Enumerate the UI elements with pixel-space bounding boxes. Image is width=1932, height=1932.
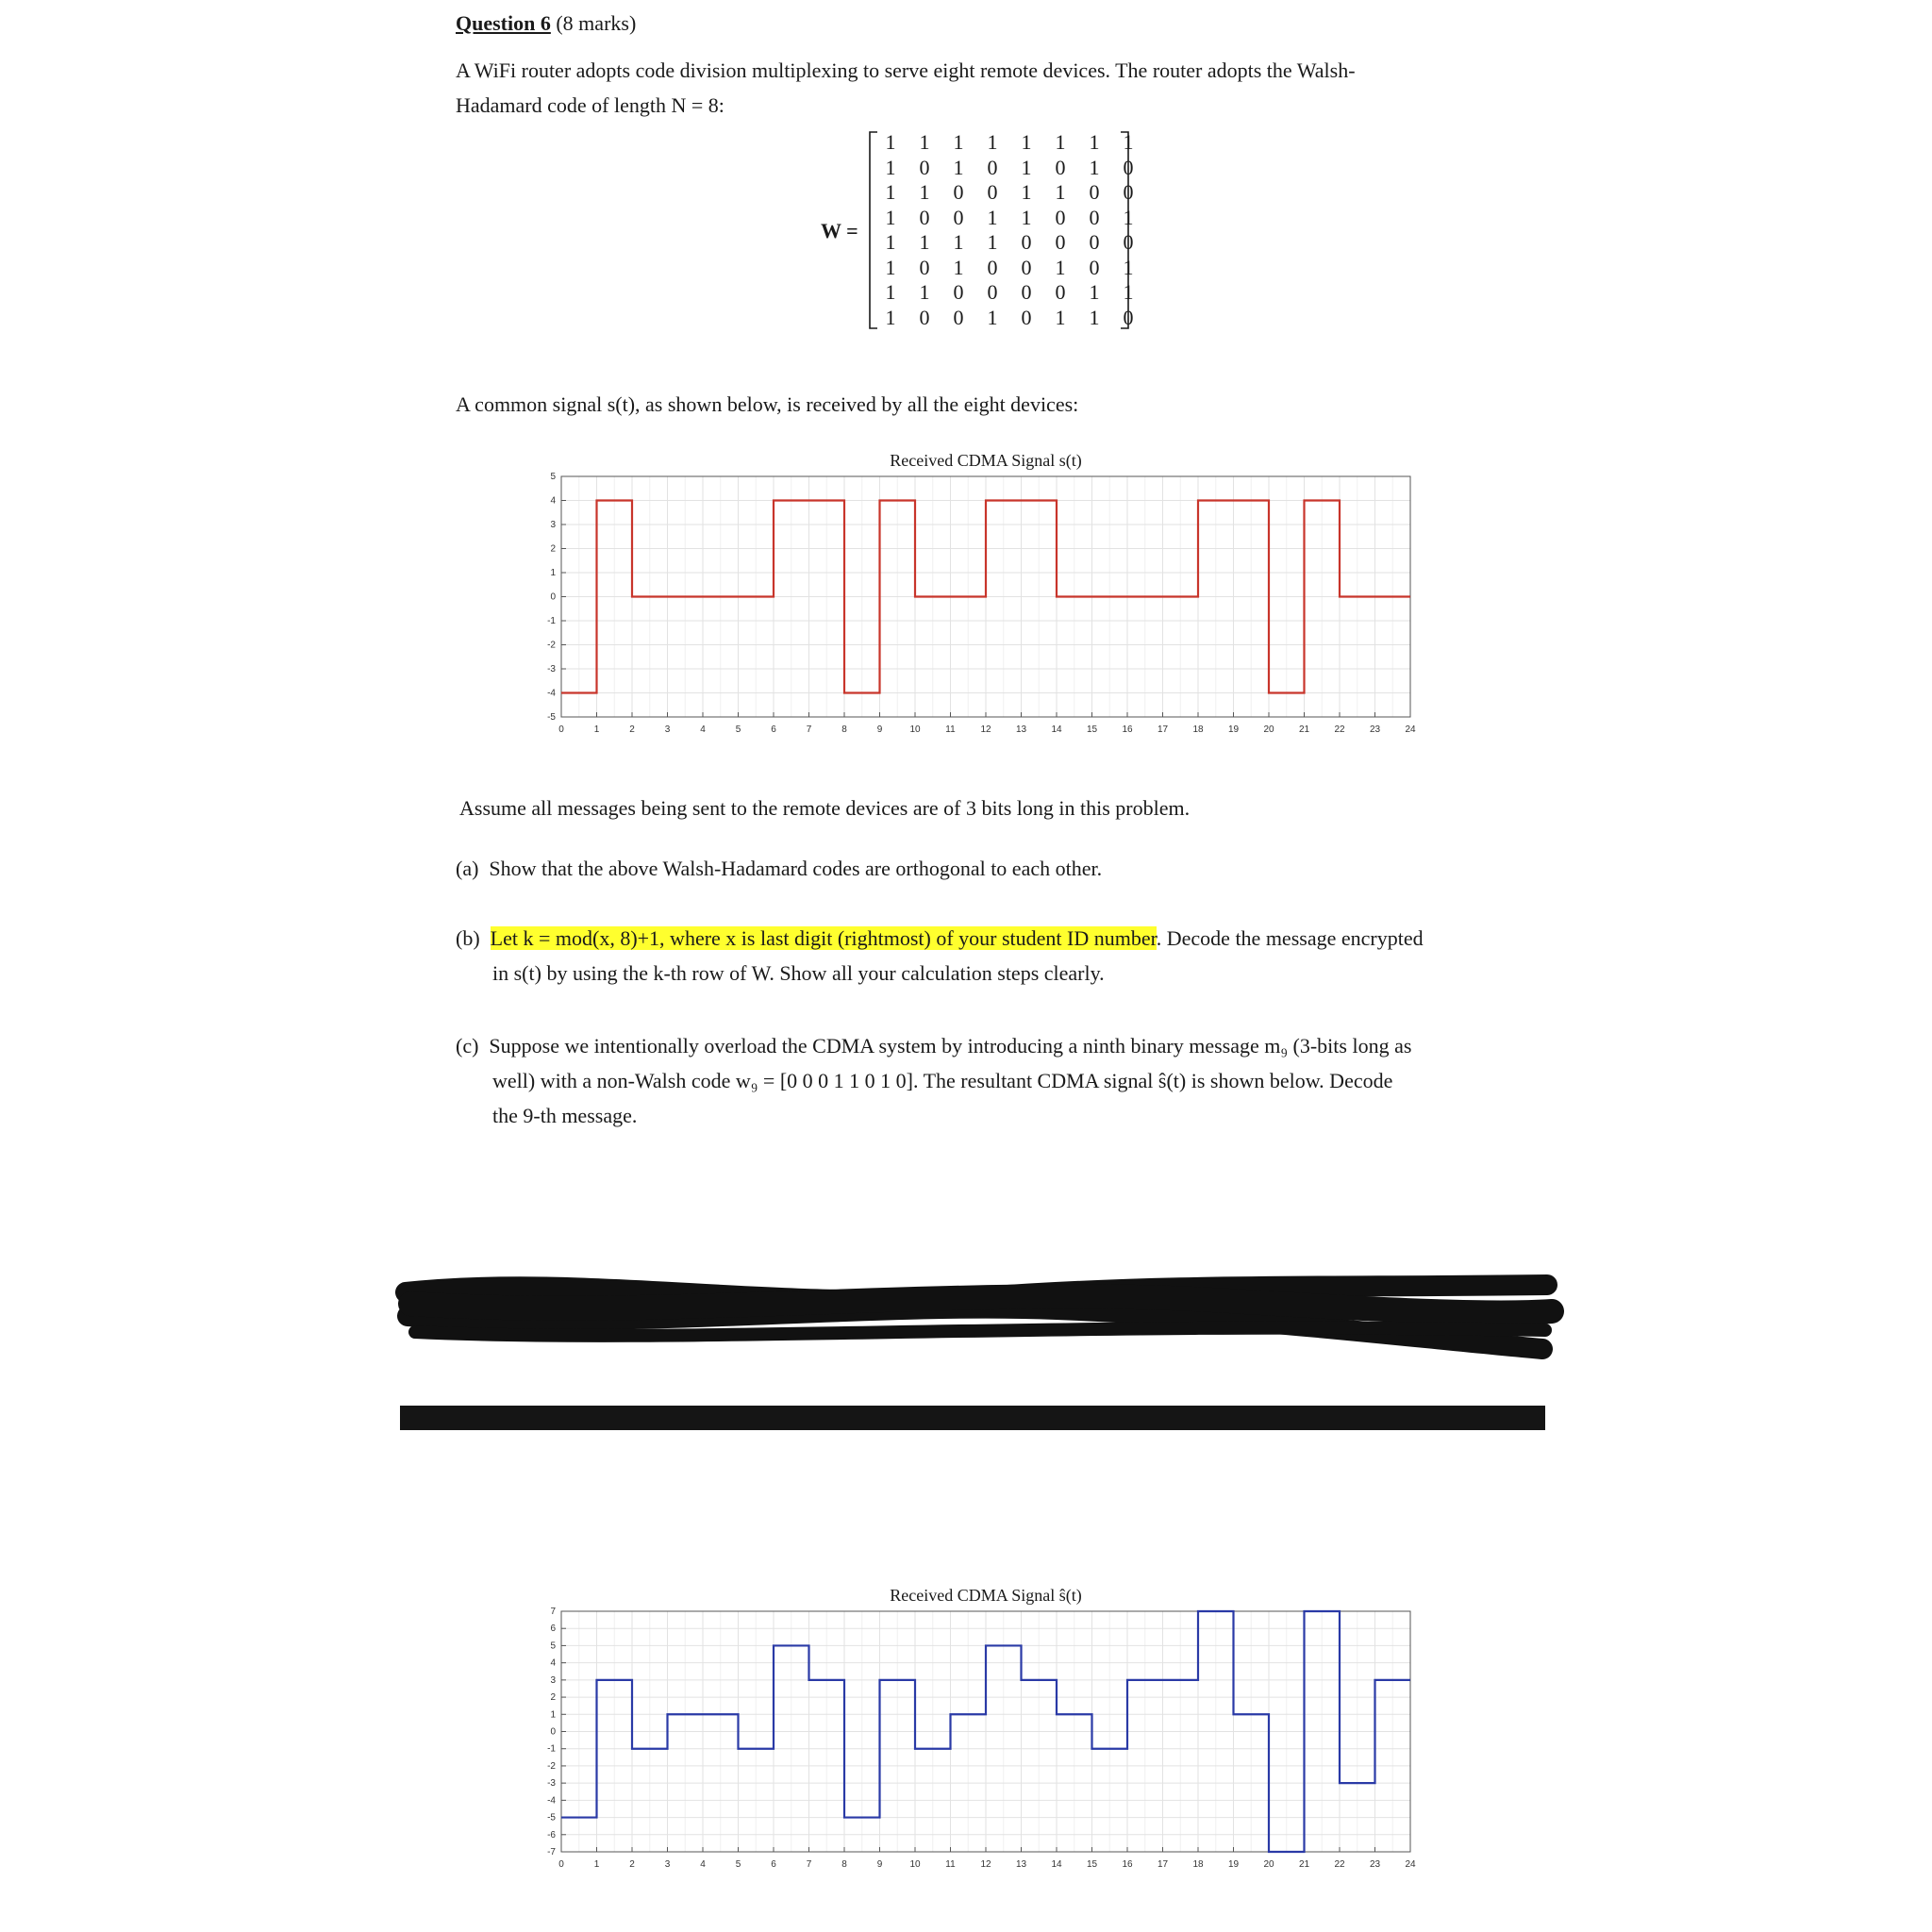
matrix-cell-r5-c5: 0 — [1021, 230, 1032, 254]
x-tick-label: 8 — [841, 1859, 847, 1870]
y-tick-label: 2 — [550, 543, 556, 555]
matrix-cell-r3-c8: 0 — [1123, 180, 1134, 204]
x-tick-label: 21 — [1298, 724, 1310, 735]
matrix-cell-r2-c1: 1 — [885, 155, 896, 179]
part-b-line-2: in s(t) by using the k-th row of W. Show all your calculation steps clearly. — [492, 961, 1105, 985]
matrix-cell-r4-c6: 0 — [1055, 205, 1066, 229]
y-tick-label: 1 — [550, 568, 556, 578]
chart1-title: Received CDMA Signal s(t) — [890, 451, 1082, 470]
y-tick-label: 4 — [550, 1657, 556, 1669]
y-tick-label: -5 — [547, 1812, 556, 1824]
matrix-cell-r4-c4: 1 — [987, 205, 998, 229]
walsh-matrix — [866, 128, 1138, 332]
matrix-cell-r2-c6: 0 — [1055, 155, 1066, 179]
x-tick-label: 2 — [629, 1859, 635, 1870]
matrix-cell-r2-c3: 1 — [953, 155, 964, 179]
x-tick-label: 9 — [876, 724, 883, 735]
question-number: Question 6 — [456, 11, 551, 35]
matrix-cell-r7-c2: 1 — [919, 280, 930, 304]
x-tick-label: 7 — [806, 1859, 812, 1870]
matrix-cell-r6-c5: 0 — [1021, 255, 1032, 279]
y-tick-label: 1 — [550, 1709, 556, 1721]
assumption-text: Assume all messages being sent to the remote devices are of 3 bits long in this problem. — [459, 796, 1191, 820]
y-tick-label: -2 — [547, 640, 556, 651]
matrix-cell-r8-c6: 1 — [1055, 305, 1066, 329]
matrix-cell-r8-c7: 1 — [1089, 305, 1100, 329]
y-tick-label: 3 — [550, 520, 556, 530]
x-tick-label: 18 — [1192, 724, 1204, 735]
y-tick-label: -6 — [547, 1829, 556, 1840]
x-tick-label: 9 — [876, 1859, 883, 1870]
matrix-cell-r7-c8: 1 — [1123, 280, 1134, 304]
matrix-cell-r3-c5: 1 — [1021, 180, 1032, 204]
part-c-text: Suppose we intentionally overload the CDMA system by introducing a ninth binary message m₉ (3-bits long as — [489, 1034, 1412, 1058]
part-b-line-1 — [456, 921, 1424, 956]
x-tick-label: 15 — [1086, 724, 1098, 735]
matrix-cell-r7-c5: 0 — [1021, 280, 1032, 304]
matrix-cell-r1-c6: 1 — [1055, 130, 1066, 154]
matrix-cell-r5-c1: 1 — [885, 230, 896, 254]
x-tick-label: 17 — [1157, 724, 1169, 735]
matrix-cell-r2-c4: 0 — [987, 155, 998, 179]
matrix-cell-r1-c5: 1 — [1021, 130, 1032, 154]
part-a-label: (a) — [456, 857, 479, 880]
x-tick-label: 6 — [771, 724, 776, 735]
chart-s-hat-of-t — [509, 1602, 1416, 1885]
x-tick-label: 0 — [558, 1859, 564, 1870]
matrix-cell-r5-c6: 0 — [1055, 230, 1066, 254]
matrix-cell-r6-c3: 1 — [953, 255, 964, 279]
part-c-line-2: well) with a non-Walsh code w₉ = [0 0 0 1 1 0 1 0]. The resultant CDMA signal ŝ(t) is shown below. Decode — [492, 1069, 1393, 1092]
matrix-cell-r4-c3: 0 — [953, 205, 964, 229]
x-tick-label: 4 — [700, 724, 706, 735]
matrix-cell-r2-c5: 1 — [1021, 155, 1032, 179]
y-tick-label: 5 — [550, 1641, 556, 1652]
redaction-scribble — [396, 1264, 1575, 1358]
matrix-cell-r6-c6: 1 — [1055, 255, 1066, 279]
x-tick-label: 0 — [558, 724, 564, 735]
part-b-label: (b) — [456, 926, 480, 950]
x-tick-label: 20 — [1263, 724, 1274, 735]
matrix-cell-r8-c2: 0 — [919, 305, 930, 329]
x-tick-label: 15 — [1086, 1859, 1098, 1870]
part-c-line-3: the 9-th message. — [492, 1104, 638, 1127]
x-tick-label: 12 — [980, 1859, 991, 1870]
x-tick-label: 1 — [593, 1859, 600, 1870]
redaction-bar — [400, 1406, 1545, 1430]
matrix-cell-r5-c7: 0 — [1089, 230, 1100, 254]
part-a-text: Show that the above Walsh-Hadamard codes are orthogonal to each other. — [489, 857, 1103, 880]
matrix-cell-r1-c7: 1 — [1089, 130, 1100, 154]
y-tick-label: -4 — [547, 1795, 556, 1807]
x-tick-label: 5 — [735, 724, 741, 735]
x-tick-label: 7 — [806, 724, 812, 735]
matrix-cell-r5-c3: 1 — [953, 230, 964, 254]
y-tick-label: 6 — [550, 1624, 556, 1635]
x-tick-label: 10 — [909, 1859, 921, 1870]
x-tick-label: 19 — [1227, 724, 1240, 735]
x-tick-label: 6 — [771, 1859, 776, 1870]
matrix-cell-r8-c8: 0 — [1123, 305, 1134, 329]
matrix-cell-r8-c3: 0 — [953, 305, 964, 329]
matrix-cell-r1-c3: 1 — [953, 130, 964, 154]
matrix-cell-r3-c7: 0 — [1089, 180, 1100, 204]
y-tick-label: 2 — [550, 1692, 556, 1704]
x-tick-label: 2 — [629, 724, 635, 735]
matrix-cell-r3-c3: 0 — [953, 180, 964, 204]
matrix-cell-r7-c1: 1 — [885, 280, 896, 304]
y-tick-label: 5 — [550, 472, 556, 482]
y-tick-label: -4 — [547, 688, 556, 699]
x-tick-label: 13 — [1015, 1859, 1027, 1870]
x-tick-label: 12 — [980, 724, 991, 735]
matrix-cell-r6-c8: 1 — [1123, 255, 1134, 279]
x-tick-label: 14 — [1051, 1859, 1062, 1870]
x-tick-label: 16 — [1122, 1859, 1133, 1870]
x-tick-label: 4 — [700, 1859, 706, 1870]
matrix-cell-r4-c7: 0 — [1089, 205, 1100, 229]
matrix-cell-r6-c2: 0 — [919, 255, 930, 279]
y-tick-label: -5 — [547, 712, 556, 723]
matrix-cell-r4-c8: 1 — [1123, 205, 1134, 229]
matrix-cell-r5-c8: 0 — [1123, 230, 1134, 254]
matrix-cell-r7-c4: 0 — [987, 280, 998, 304]
x-tick-label: 10 — [909, 724, 921, 735]
matrix-cell-r7-c7: 1 — [1089, 280, 1100, 304]
signal-intro: A common signal s(t), as shown below, is received by all the eight devices: — [456, 392, 1079, 416]
x-tick-label: 22 — [1334, 724, 1345, 735]
matrix-cell-r8-c4: 1 — [987, 305, 998, 329]
y-tick-label: -1 — [547, 616, 556, 626]
x-tick-label: 21 — [1298, 1859, 1310, 1870]
matrix-cell-r2-c2: 0 — [919, 155, 930, 179]
matrix-cell-r3-c2: 1 — [919, 180, 930, 204]
matrix-cell-r6-c7: 0 — [1089, 255, 1100, 279]
x-tick-label: 3 — [664, 1859, 671, 1870]
part-c-label: (c) — [456, 1034, 479, 1058]
matrix-cell-r4-c5: 1 — [1021, 205, 1032, 229]
x-tick-label: 23 — [1369, 1859, 1381, 1870]
matrix-cell-r2-c7: 1 — [1089, 155, 1100, 179]
matrix-cell-r1-c8: 1 — [1123, 130, 1134, 154]
y-tick-label: 3 — [550, 1674, 556, 1686]
part-b-highlight: Let k = mod(x, 8)+1, where x is last digit (rightmost) of your student ID number — [490, 926, 1157, 950]
matrix-cell-r5-c4: 1 — [987, 230, 998, 254]
matrix-cell-r1-c4: 1 — [987, 130, 998, 154]
chart-s-of-t — [509, 467, 1416, 750]
y-tick-label: 0 — [550, 1726, 556, 1738]
x-tick-label: 13 — [1015, 724, 1027, 735]
x-tick-label: 24 — [1405, 1859, 1416, 1870]
matrix-cell-r1-c1: 1 — [885, 130, 896, 154]
matrix-label: W = — [821, 219, 858, 242]
question-heading — [456, 11, 636, 36]
matrix-cell-r3-c4: 0 — [987, 180, 998, 204]
intro-line-1: A WiFi router adopts code division multiplexing to serve eight remote devices. The router adopts the Walsh- — [456, 58, 1356, 82]
x-tick-label: 1 — [593, 724, 600, 735]
matrix-cell-r3-c6: 1 — [1055, 180, 1066, 204]
x-tick-label: 3 — [664, 724, 671, 735]
x-tick-label: 19 — [1227, 1859, 1240, 1870]
matrix-cell-r5-c2: 1 — [919, 230, 930, 254]
matrix-cell-r6-c4: 0 — [987, 255, 998, 279]
x-tick-label: 18 — [1192, 1859, 1204, 1870]
x-tick-label: 22 — [1334, 1859, 1345, 1870]
matrix-cell-r3-c1: 1 — [885, 180, 896, 204]
x-tick-label: 5 — [735, 1859, 741, 1870]
y-tick-label: -2 — [547, 1760, 556, 1772]
x-tick-label: 23 — [1369, 724, 1381, 735]
y-tick-label: 4 — [550, 495, 556, 507]
x-tick-label: 17 — [1157, 1859, 1169, 1870]
y-tick-label: -3 — [547, 1778, 556, 1790]
question-marks: (8 marks) — [556, 11, 637, 35]
matrix-cell-r8-c5: 0 — [1021, 305, 1032, 329]
matrix-cell-r8-c1: 1 — [885, 305, 896, 329]
x-tick-label: 8 — [841, 724, 847, 735]
x-tick-label: 20 — [1263, 1859, 1274, 1870]
y-tick-label: -7 — [547, 1847, 556, 1857]
y-tick-label: -1 — [547, 1743, 556, 1755]
y-tick-label: 0 — [550, 591, 556, 603]
x-tick-label: 11 — [945, 724, 956, 735]
x-tick-label: 16 — [1122, 724, 1133, 735]
matrix-cell-r1-c2: 1 — [919, 130, 930, 154]
y-tick-label: -3 — [547, 664, 556, 675]
chart2-title: Received CDMA Signal ŝ(t) — [890, 1586, 1082, 1605]
part-a — [456, 851, 1102, 886]
matrix-cell-r2-c8: 0 — [1123, 155, 1134, 179]
x-tick-label: 11 — [945, 1859, 956, 1870]
part-c-line-1 — [456, 1028, 1411, 1063]
intro-line-2: Hadamard code of length N = 8: — [456, 93, 724, 117]
matrix-cell-r4-c1: 1 — [885, 205, 896, 229]
x-tick-label: 14 — [1051, 724, 1062, 735]
x-tick-label: 24 — [1405, 724, 1416, 735]
matrix-cell-r7-c6: 0 — [1055, 280, 1066, 304]
matrix-cell-r4-c2: 0 — [919, 205, 930, 229]
matrix-cell-r6-c1: 1 — [885, 255, 896, 279]
matrix-cell-r7-c3: 0 — [953, 280, 964, 304]
y-tick-label: 7 — [550, 1607, 556, 1617]
part-b-rest: . Decode the message encrypted — [1156, 926, 1424, 950]
